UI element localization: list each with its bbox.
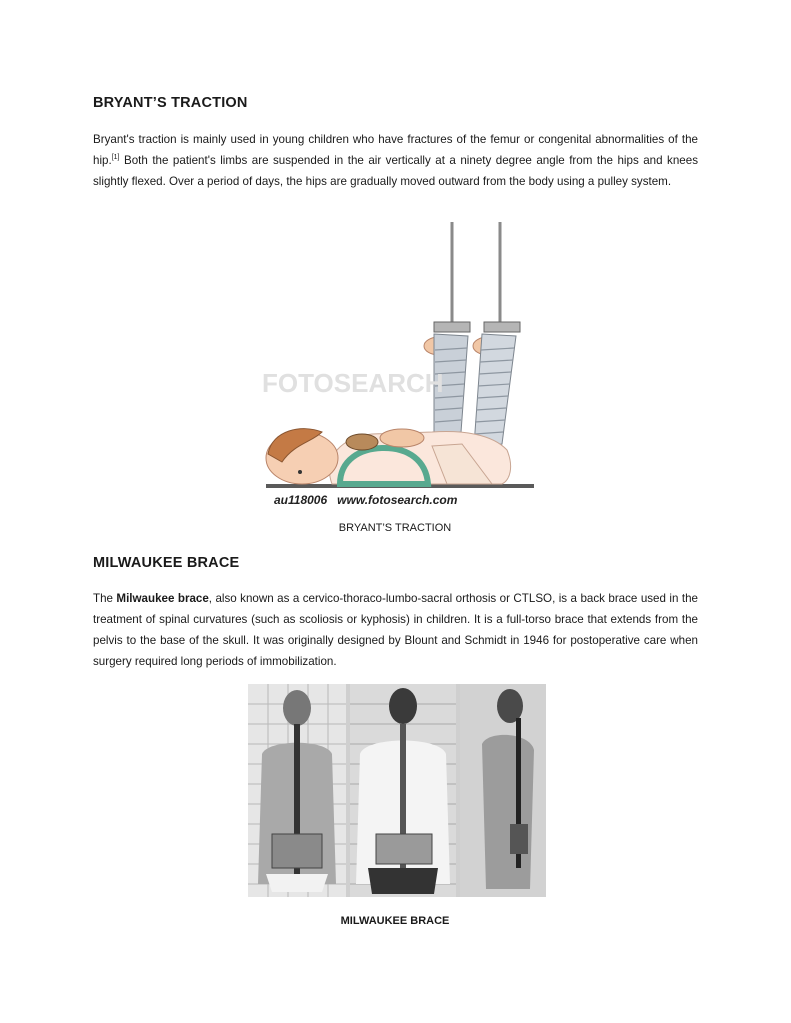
figure-caption-bryants-traction: BRYANT’S TRACTION bbox=[338, 522, 452, 534]
reference-link[interactable]: [1] bbox=[111, 154, 120, 161]
figure-caption-milwaukee-brace: MILWAUKEE BRACE bbox=[340, 915, 450, 927]
paragraph-text: Bryant's traction is mainly used in young children who have fractures of the femur or congenital abnormalities of the hip. bbox=[93, 133, 698, 167]
brace-photo-side bbox=[460, 684, 546, 897]
paragraph-text: The bbox=[93, 592, 117, 605]
paragraph-bryants-traction bbox=[93, 129, 698, 192]
paragraph-milwaukee-brace bbox=[93, 588, 698, 672]
bold-term: Milwaukee brace bbox=[116, 592, 209, 605]
section-heading-milwaukee-brace: MILWAUKEE BRACE bbox=[93, 555, 240, 571]
stock-id-text: au118006 www.fotosearch.com bbox=[274, 493, 458, 507]
paragraph-text: Both the patient's limbs are suspended in the air vertically at a ninety degree angle from the hips and knees slightly flexed. Over a period of days, the hips are gradually moved outward from the body using a pulley system. bbox=[93, 154, 698, 188]
brace-photo-front bbox=[248, 684, 346, 897]
milwaukee-brace-figure bbox=[248, 684, 546, 897]
brace-photo-back bbox=[350, 684, 456, 897]
paragraph-text: , also known as a cervico-thoraco-lumbo-sacral orthosis or CTLSO, is a back brace used in the treatment of spinal curvatures (such as scoliosis or kyphosis) in children. It is a full-torso brace that extends from the pelvis to the base of the skull. It was originally designed by Blount and Schmidt in 1946 for postoperative care when surgery required long periods of immobilization. bbox=[93, 592, 698, 668]
section-heading-bryants-traction: BRYANT’S TRACTION bbox=[93, 95, 248, 111]
bryants-traction-figure bbox=[262, 222, 542, 510]
watermark-text: FOTOSEARCH bbox=[262, 368, 444, 398]
